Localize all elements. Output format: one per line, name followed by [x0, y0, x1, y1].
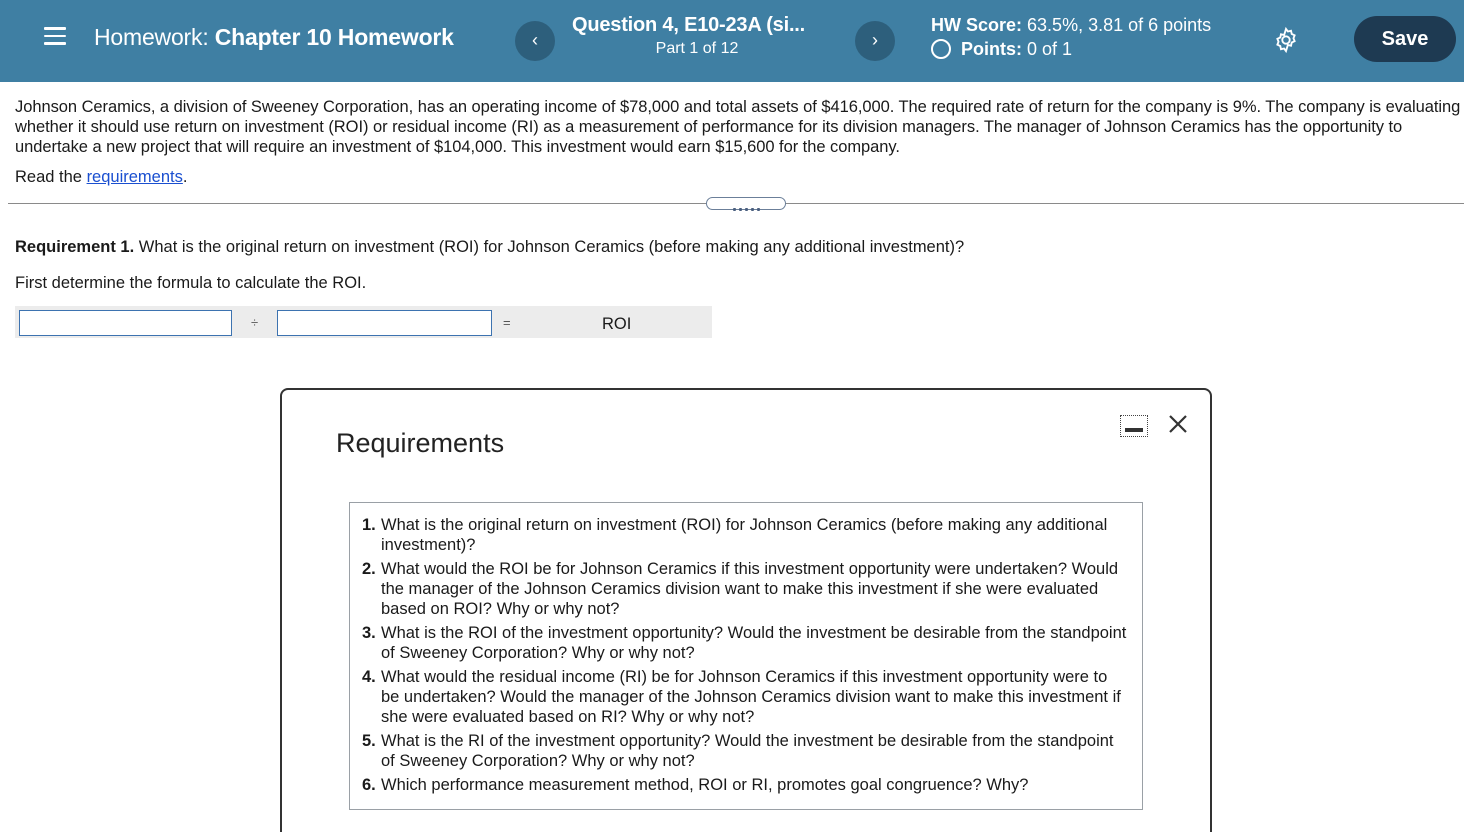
requirement-1-text: What is the original return on investment (ROI) for Johnson Ceramics (before making any additional investment)? — [138, 238, 965, 256]
read-prefix: Read the — [15, 168, 82, 186]
numerator-input[interactable] — [19, 310, 232, 336]
equals-symbol: = — [503, 315, 511, 330]
question-title: Question 4, E10-23A (si... — [572, 14, 806, 36]
homework-prefix: Homework: — [94, 24, 209, 50]
formula-instruction: First determine the formula to calculate the ROI. — [15, 274, 367, 292]
expand-handle[interactable] — [706, 197, 786, 210]
chevron-left-icon: ‹ — [532, 30, 538, 50]
divide-symbol: ÷ — [251, 315, 259, 330]
requirement-item — [362, 559, 1130, 619]
chevron-right-icon: › — [872, 30, 878, 50]
requirement-number: 5. — [362, 732, 376, 750]
top-bar — [0, 0, 1464, 82]
read-requirements — [15, 168, 187, 187]
menu-icon[interactable] — [44, 27, 66, 49]
denominator-input[interactable] — [277, 310, 492, 336]
requirement-number: 2. — [362, 560, 376, 578]
save-button[interactable]: Save — [1354, 16, 1456, 62]
roi-formula-row — [15, 306, 712, 338]
hw-score-label: HW Score: — [931, 15, 1023, 35]
requirements-link[interactable]: requirements — [86, 168, 183, 186]
next-question-button[interactable] — [855, 21, 895, 61]
question-part: Part 1 of 12 — [655, 40, 739, 57]
points — [931, 39, 1072, 60]
requirement-item — [362, 731, 1130, 771]
dialog-title: Requirements — [336, 428, 505, 458]
requirement-1-label: Requirement 1. — [15, 238, 135, 256]
requirement-item — [362, 667, 1130, 727]
points-value: 0 of 1 — [1027, 39, 1073, 59]
requirement-number: 6. — [362, 776, 376, 794]
requirement-text: What would the ROI be for Johnson Ceramics if this investment opportunity were undertaken? Would the manager of the Johnson Ceramics division want to make this investment if she were evaluated based on ROI? Why or why not? — [381, 560, 1119, 618]
requirements-dialog — [280, 388, 1212, 832]
requirement-number: 3. — [362, 624, 376, 642]
homework-title — [94, 24, 454, 51]
hw-score-value: 63.5%, 3.81 of 6 points — [1027, 15, 1212, 35]
points-status-icon — [931, 39, 951, 59]
requirement-number: 4. — [362, 668, 376, 686]
requirement-text: What is the RI of the investment opportunity? Would the investment be desirable from the standpoint of Sweeney Corporation? Why or why not? — [381, 732, 1114, 770]
requirement-1-question — [15, 238, 964, 257]
requirement-number: 1. — [362, 516, 376, 534]
requirement-item — [362, 515, 1130, 555]
previous-question-button[interactable] — [515, 21, 555, 61]
requirement-text: What would the residual income (RI) be for Johnson Ceramics if this investment opportunity were to be undertaken? Would the manager of the Johnson Ceramics division want to make this investment if she were evaluated based on RI? Why or why not? — [381, 668, 1121, 726]
roi-result-label: ROI — [602, 315, 632, 333]
requirement-text: What is the original return on investment (ROI) for Johnson Ceramics (before making any additional investment)? — [381, 516, 1108, 554]
close-icon[interactable] — [1166, 412, 1190, 436]
problem-statement: Johnson Ceramics, a division of Sweeney Corporation, has an operating income of $78,000 and total assets of $416,000. The required rate of return for the company is 9%. The company is evaluating whether it should use return on investment (ROI) or residual income (RI) as a measurement of performance for its division managers. The manager of Johnson Ceramics has the opportunity to undertake a new project that will require an investment of $104,000. This investment would earn $15,600 for the company. — [15, 98, 1461, 156]
requirement-text: Which performance measurement method, ROI or RI, promotes goal congruence? Why? — [381, 776, 1029, 794]
requirement-item — [362, 623, 1130, 663]
read-suffix: . — [182, 168, 188, 186]
hw-score — [931, 15, 1211, 36]
requirement-text: What is the ROI of the investment opportunity? Would the investment be desirable from the standpoint of Sweeney Corporation? Why or why not? — [381, 624, 1127, 662]
gear-icon[interactable] — [1272, 26, 1300, 54]
points-label: Points: — [961, 39, 1022, 59]
requirements-list — [349, 502, 1143, 810]
minimize-icon[interactable] — [1120, 415, 1148, 437]
homework-name: Chapter 10 Homework — [214, 24, 454, 50]
requirement-item — [362, 775, 1130, 795]
